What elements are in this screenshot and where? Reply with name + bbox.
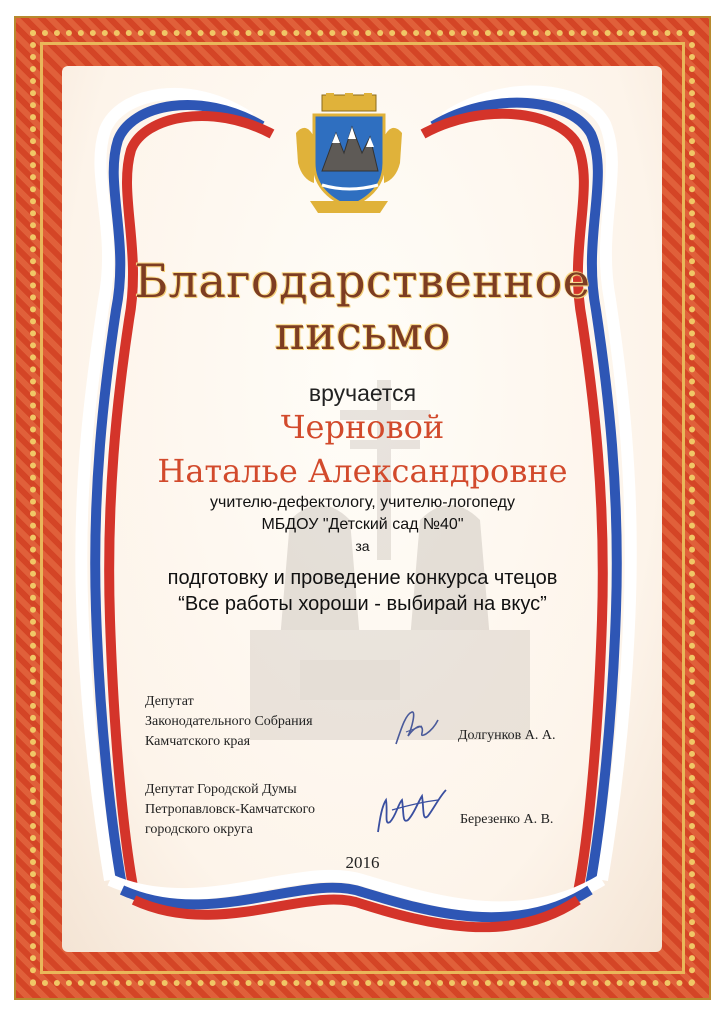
for-label: за (355, 538, 370, 554)
signatory-2-title (145, 780, 315, 840)
signatory-2-title-line: Депутат Городской Думы (145, 782, 297, 797)
reason-line-2: “Все работы хороши - выбирай на вкус” (178, 593, 547, 615)
handwritten-signature-icon (372, 782, 452, 840)
signatory-2-title-line: городского округа (145, 822, 253, 837)
reason-line-1: подготовку и проведение конкурса чтецов (167, 567, 558, 589)
certificate-title-line2: письмо (274, 306, 451, 360)
recipient-position: учителю-дефектологу, учителю-логопеду (210, 494, 515, 511)
signatory-1-title-line: Камчатского края (145, 734, 251, 749)
signatory-1-name: Долгунков А. А. (458, 728, 556, 743)
signatory-1-title (145, 692, 313, 752)
signatory-2-title-line: Петропавловск-Камчатского (145, 802, 316, 817)
recipient-surname: Черновой (280, 408, 445, 446)
signatory-2-name: Березенко А. В. (460, 812, 554, 827)
recipient-name: Наталье Александровне (157, 452, 568, 490)
certificate-title-line1: Благодарственное (134, 254, 591, 308)
presented-label: вручается (308, 380, 417, 406)
signatory-1-title-line: Депутат (145, 694, 194, 709)
handwritten-signature-icon (392, 706, 442, 750)
city-coat-of-arms-icon (292, 93, 406, 215)
certificate-year: 2016 (345, 853, 380, 872)
signatory-1-title-line: Законодательного Собрания (145, 714, 313, 729)
recipient-organization: МБДОУ "Детский сад №40" (261, 516, 464, 533)
